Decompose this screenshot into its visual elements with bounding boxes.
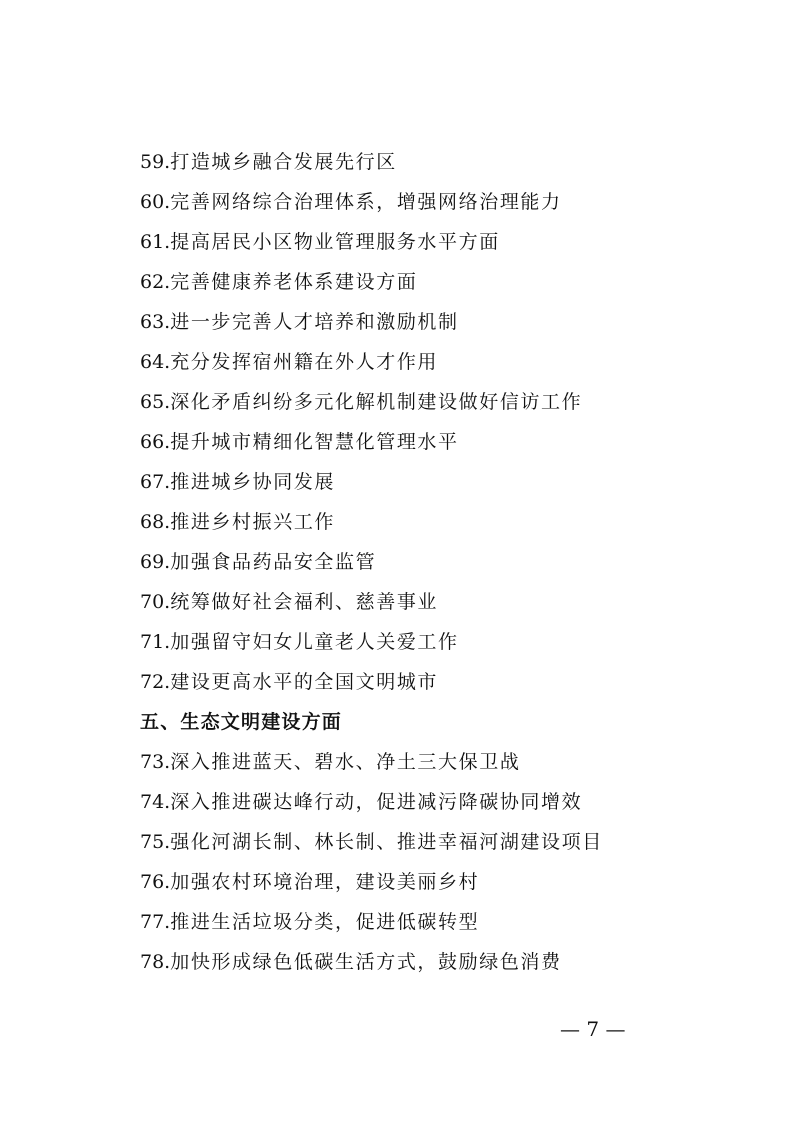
- item-number: 69.: [140, 551, 171, 573]
- item-number: 67.: [140, 471, 171, 493]
- item-text: 深入推进碳达峰行动，促进减污降碳协同增效: [170, 791, 583, 813]
- item-text: 深化矛盾纠纷多元化解机制建设做好信访工作: [170, 391, 583, 413]
- list-item: [140, 462, 700, 502]
- item-text: 完善网络综合治理体系，增强网络治理能力: [170, 191, 562, 213]
- list-item: [140, 822, 700, 862]
- section-heading: 五、生态文明建设方面: [140, 711, 343, 733]
- list-item: [140, 222, 700, 262]
- item-text: 推进乡村振兴工作: [170, 511, 336, 533]
- item-text: 充分发挥宿州籍在外人才作用: [170, 351, 439, 373]
- list-item: [140, 262, 700, 302]
- list-item: [140, 302, 700, 342]
- item-number: 77.: [140, 911, 171, 933]
- list-item: [140, 582, 700, 622]
- item-text: 提高居民小区物业管理服务水平方面: [170, 231, 500, 253]
- list-item: [140, 342, 700, 382]
- list-item: [140, 622, 700, 662]
- item-text: 加强农村环境治理，建设美丽乡村: [170, 871, 480, 893]
- item-text: 推进生活垃圾分类，促进低碳转型: [170, 911, 480, 933]
- item-text: 进一步完善人才培养和激励机制: [170, 311, 459, 333]
- list-item: [140, 542, 700, 582]
- document-body: [140, 142, 700, 982]
- item-number: 62.: [140, 271, 171, 293]
- item-number: 66.: [140, 431, 171, 453]
- list-item: [140, 182, 700, 222]
- list-item: [140, 142, 700, 182]
- item-number: 72.: [140, 671, 171, 693]
- item-number: 65.: [140, 391, 171, 413]
- item-text: 统筹做好社会福利、慈善事业: [170, 591, 439, 613]
- item-text: 建设更高水平的全国文明城市: [170, 671, 439, 693]
- list-item: [140, 502, 700, 542]
- item-number: 64.: [140, 351, 171, 373]
- list-item: [140, 862, 700, 902]
- page-number: — 7 —: [560, 1017, 626, 1041]
- item-text: 提升城市精细化智慧化管理水平: [170, 431, 459, 453]
- list-item: [140, 782, 700, 822]
- item-number: 74.: [140, 791, 171, 813]
- item-text: 完善健康养老体系建设方面: [170, 271, 418, 293]
- item-text: 加强留守妇女儿童老人关爱工作: [170, 631, 459, 653]
- list-item: [140, 942, 700, 982]
- item-number: 59.: [140, 151, 171, 173]
- list-item: [140, 382, 700, 422]
- item-number: 63.: [140, 311, 171, 333]
- item-number: 73.: [140, 751, 171, 773]
- item-number: 78.: [140, 951, 171, 973]
- item-number: 70.: [140, 591, 171, 613]
- item-text: 推进城乡协同发展: [170, 471, 336, 493]
- item-number: 75.: [140, 831, 171, 853]
- item-text: 强化河湖长制、林长制、推进幸福河湖建设项目: [170, 831, 603, 853]
- item-number: 61.: [140, 231, 171, 253]
- item-text: 打造城乡融合发展先行区: [170, 151, 397, 173]
- list-item: [140, 422, 700, 462]
- item-text: 加强食品药品安全监管: [170, 551, 377, 573]
- item-text: 深入推进蓝天、碧水、净土三大保卫战: [170, 751, 521, 773]
- item-number: 68.: [140, 511, 171, 533]
- item-number: 76.: [140, 871, 171, 893]
- list-item: [140, 902, 700, 942]
- list-item: [140, 662, 700, 702]
- item-number: 71.: [140, 631, 171, 653]
- item-text: 加快形成绿色低碳生活方式，鼓励绿色消费: [170, 951, 562, 973]
- item-number: 60.: [140, 191, 171, 213]
- list-item: [140, 742, 700, 782]
